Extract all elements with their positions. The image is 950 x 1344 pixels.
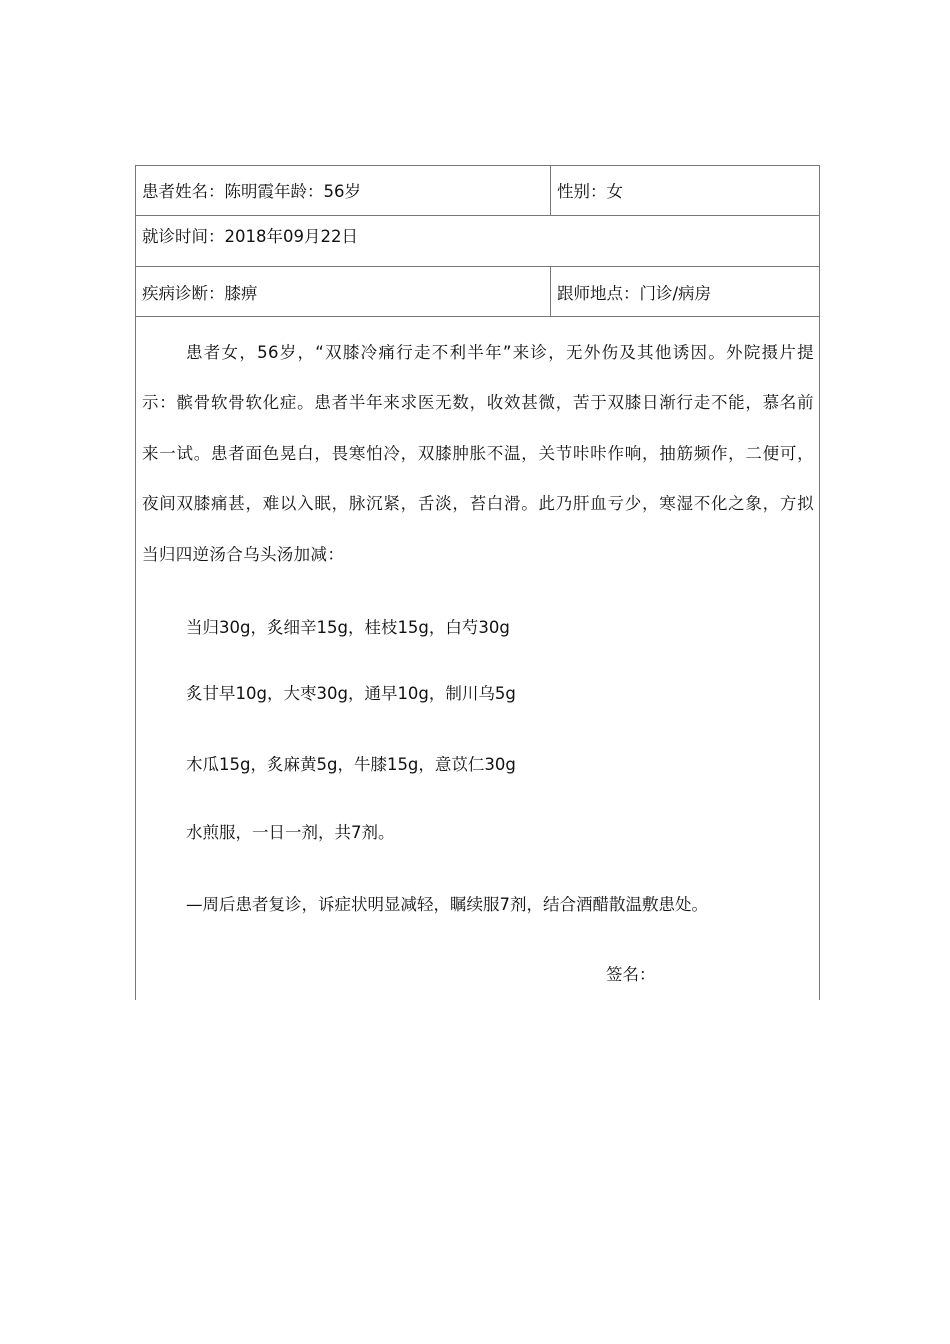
table-top-border [135, 165, 820, 166]
usage-instructions: 水煎服，一日一剂，共7剂。 [186, 823, 395, 842]
prescription-line: 木瓜15g，炙麻黄5g，牛膝15g，意苡仁30g [186, 755, 516, 774]
prescription-line: 炙甘早10g，大枣30g，通早10g，制川乌5g [186, 684, 516, 703]
row3-divider [550, 266, 551, 317]
patient-info: 患者姓名：陈明霞年龄：56岁 [142, 182, 361, 201]
table-left-border [135, 165, 136, 1000]
gender: 性别：女 [557, 182, 623, 201]
row1-bottom-border [135, 215, 820, 216]
signature-label: 签名： [606, 965, 656, 984]
diagnosis: 疾病诊断：膝痹 [142, 284, 258, 303]
followup-note: —周后患者复诊，诉症状明显减轻，瞩续服7剂，结合酒醋散温敷患处。 [186, 895, 708, 914]
visit-time: 就诊时间：2018年09月22日 [142, 227, 358, 246]
row3-bottom-border [135, 316, 820, 317]
row2-bottom-border [135, 266, 820, 267]
case-description: 患者女，56岁，“双膝冷痛行走不利半年”来诊，无外伤及其他诱因。外院摄片提示：髌骨软骨软化症。患者半年来求医无数，收效甚微，苦于双膝日渐行走不能，慕名前来一试。患者面色晃白，畏寒怕冷，双膝肿胀不温，关节咔咔作响，抽筋频作，二便可，夜间双膝痛甚，难以入眠，脉沉紧，舌淡，苔白滑。此乃肝血亏少，寒湿不化之象，方拟当归四逆汤合乌头汤加减： [142, 343, 814, 564]
location: 跟师地点：门诊/病房 [557, 284, 712, 303]
row1-divider [550, 165, 551, 216]
table-right-border [819, 165, 820, 1000]
prescription-line: 当归30g，炙细辛15g，桂枝15g，白芍30g [186, 618, 510, 637]
